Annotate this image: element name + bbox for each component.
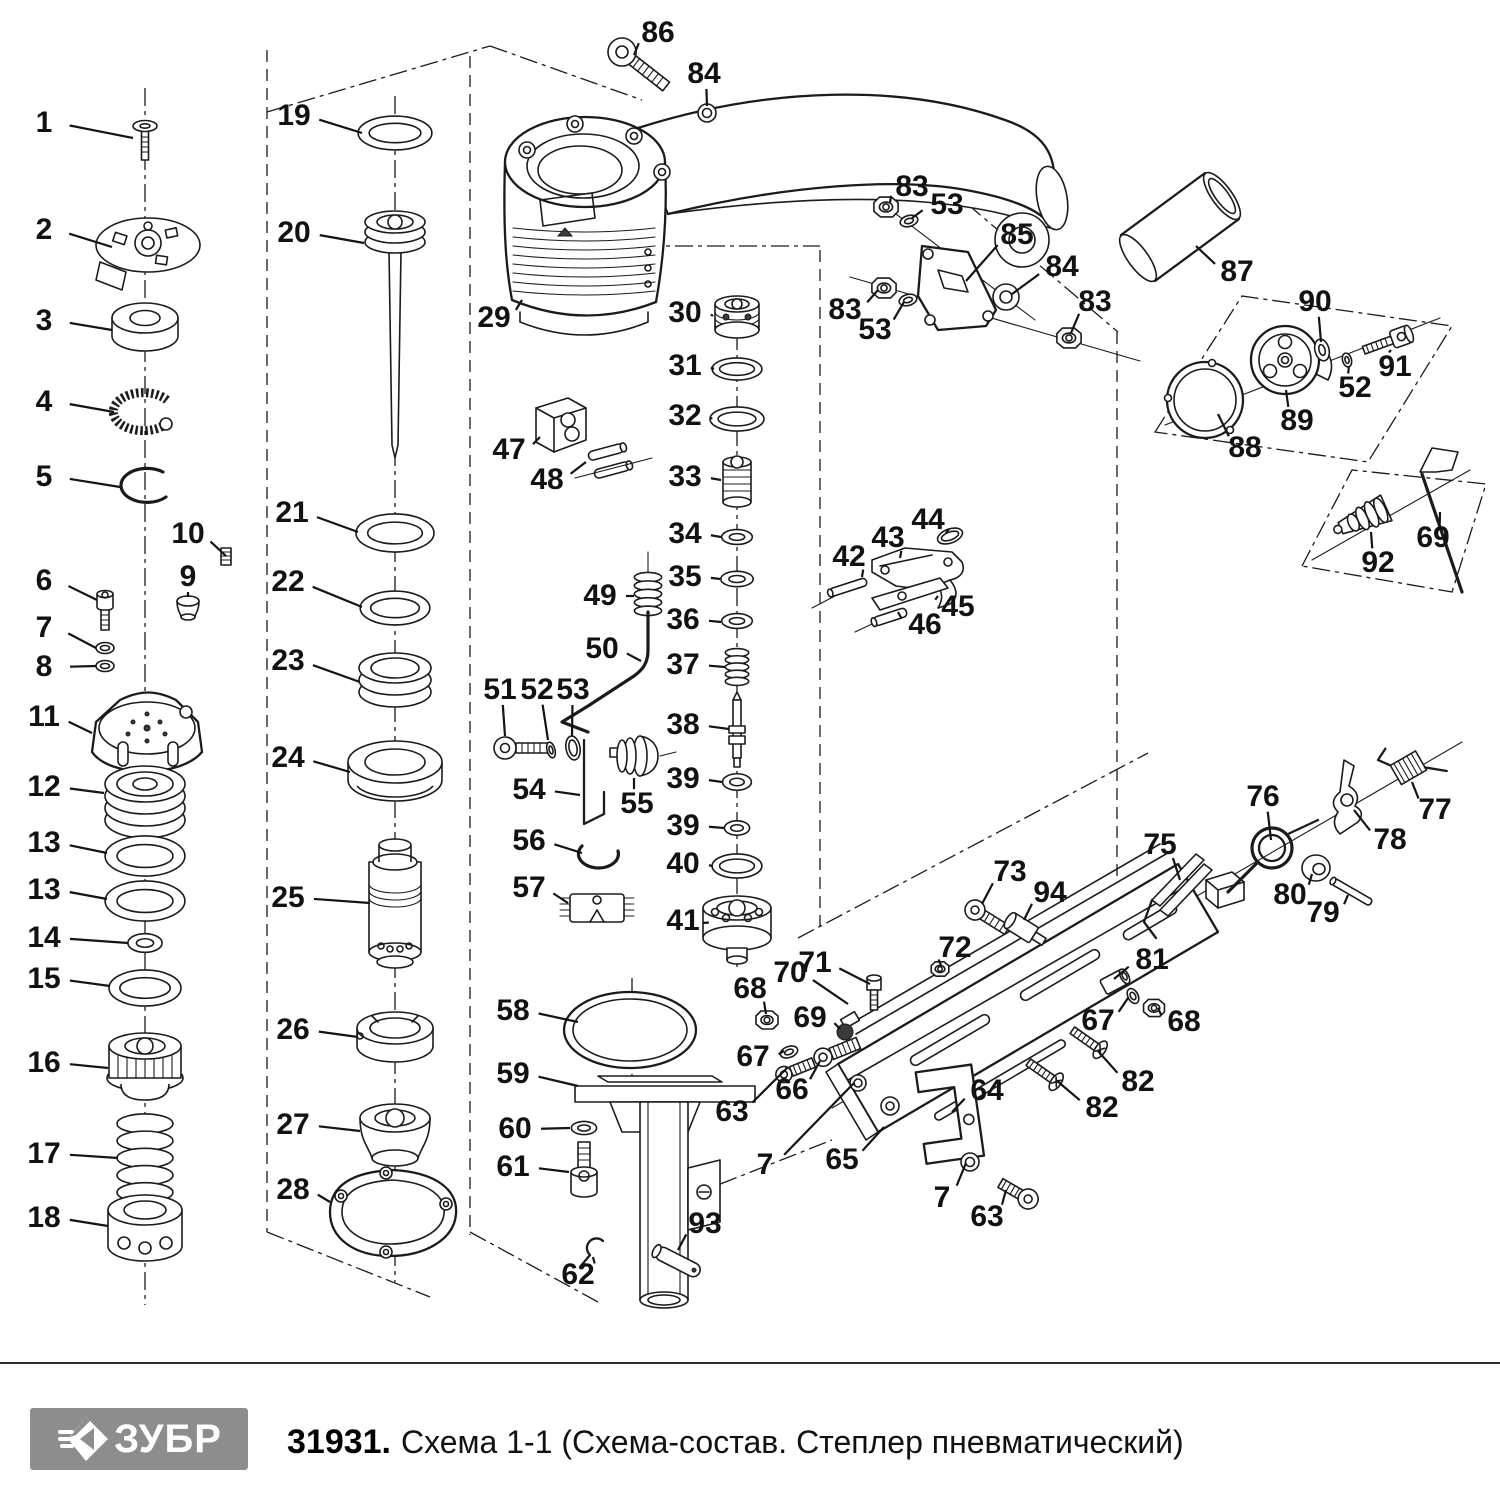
leader-line-10 [211,542,226,556]
part-label-1: 1 [35,106,53,139]
leader-line-8 [70,666,96,667]
leader-line-11 [69,722,92,733]
leader-line-67 [1119,998,1128,1012]
leader-line-76 [1268,812,1271,840]
leader-line-41 [703,922,709,923]
part-label-69: 69 [793,1001,827,1034]
leader-line-30 [711,315,713,316]
leader-line-82 [1098,1051,1117,1073]
part-label-68: 68 [1167,1005,1201,1038]
part-label-31: 31 [668,349,702,382]
part-label-13: 13 [27,873,61,906]
leader-line-15 [70,981,110,986]
part-label-83: 83 [1078,285,1112,318]
part-label-39: 39 [666,762,700,795]
leader-line-93 [678,1234,686,1250]
leader-line-47 [533,437,540,444]
part-label-89: 89 [1280,404,1314,437]
leader-line-80 [1309,874,1312,885]
part-label-93: 93 [688,1207,722,1240]
part-label-2: 2 [35,213,53,246]
leader-line-4 [70,404,114,412]
part-label-9: 9 [179,560,197,593]
part-label-57: 57 [512,871,546,904]
leader-line-12 [70,788,104,793]
leader-line-32 [711,418,712,419]
leader-line-39 [709,780,722,782]
part-label-54: 54 [512,773,546,806]
leader-line-39 [709,827,724,828]
part-label-63: 63 [715,1095,749,1128]
leader-line-27 [319,1126,360,1131]
leader-line-24 [313,761,350,772]
part-label-76: 76 [1246,780,1280,813]
leader-line-78 [1354,810,1370,830]
part-label-63: 63 [970,1200,1004,1233]
leader-line-6 [68,586,97,600]
leader-line-38 [709,726,729,729]
footer [0,1392,1500,1492]
part-label-37: 37 [666,648,700,681]
part-label-26: 26 [276,1013,310,1046]
leader-line-26 [319,1032,358,1037]
leader-line-31 [711,368,714,369]
part-label-7: 7 [35,611,53,644]
brand-logo [30,1408,248,1470]
part-label-45: 45 [941,590,975,623]
leader-line-66 [810,1061,820,1079]
leader-line-46 [898,612,902,618]
part-label-41: 41 [666,904,700,937]
leader-line-56 [554,844,582,853]
part-label-16: 16 [27,1046,61,1079]
part-label-72: 72 [938,931,972,964]
part-label-94: 94 [1033,876,1067,909]
part-label-90: 90 [1298,285,1332,318]
part-label-27: 27 [276,1108,310,1141]
leader-line-58 [539,1014,578,1022]
leader-line-82 [1056,1080,1080,1100]
leader-line-40 [709,865,712,866]
part-label-3: 3 [35,304,53,337]
part-label-67: 67 [1081,1004,1115,1037]
part-label-60: 60 [498,1112,532,1145]
part-label-53: 53 [858,313,892,346]
leader-line-44 [946,529,949,533]
part-label-84: 84 [1045,250,1079,283]
part-label-69: 69 [1416,521,1450,554]
part-label-59: 59 [496,1057,530,1090]
leader-line-61 [539,1168,569,1172]
part-label-12: 12 [27,770,61,803]
part-label-87: 87 [1220,255,1254,288]
part-label-25: 25 [271,881,305,914]
part-label-39: 39 [666,809,700,842]
leader-line-50 [627,653,641,661]
part-label-10: 10 [171,517,205,550]
part-label-32: 32 [668,399,702,432]
leader-line-54 [555,791,580,795]
part-label-52: 52 [520,673,554,706]
part-label-79: 79 [1306,896,1340,929]
leader-line-19 [319,120,362,133]
footer-divider [0,1362,1500,1364]
leader-line-28 [318,1195,330,1202]
part-label-84: 84 [687,57,721,90]
part-label-55: 55 [620,787,654,820]
diagram-caption [287,1392,1184,1492]
leader-line-22 [313,587,362,607]
part-label-47: 47 [492,433,526,466]
leader-line-65 [862,1127,884,1151]
part-label-77: 77 [1418,793,1452,826]
part-label-66: 66 [775,1073,809,1106]
leader-line-18 [70,1220,108,1226]
leader-line-5 [70,479,120,487]
leader-line-81 [1114,967,1129,979]
part-label-51: 51 [483,673,517,706]
leader-line-90 [1319,317,1321,342]
part-label-38: 38 [666,708,700,741]
part-label-83: 83 [895,170,929,203]
leader-line-35 [711,578,720,579]
part-label-28: 28 [276,1173,310,1206]
part-label-56: 56 [512,824,546,857]
leader-line-33 [711,478,721,480]
part-label-44: 44 [911,503,945,536]
part-label-17: 17 [27,1137,61,1170]
part-label-86: 86 [641,16,675,49]
part-label-42: 42 [832,540,866,573]
part-label-5: 5 [35,460,53,493]
leader-line-68 [1158,1008,1161,1015]
leader-line-23 [313,665,360,682]
part-label-73: 73 [993,855,1027,888]
leader-line-1 [70,125,133,138]
leader-line-59 [539,1077,578,1086]
part-label-85: 85 [1000,218,1034,251]
leader-line-53 [894,302,904,320]
part-label-67: 67 [736,1040,770,1073]
leader-line-73 [982,883,993,904]
part-label-88: 88 [1228,431,1262,464]
leader-line-20 [320,235,364,243]
leader-line-36 [709,621,721,622]
leader-line-94 [1024,904,1032,920]
leader-line-83 [867,290,878,302]
part-label-43: 43 [871,521,905,554]
part-label-62: 62 [561,1258,595,1291]
part-label-58: 58 [496,994,530,1027]
leader-line-57 [553,893,568,903]
leader-line-84 [706,89,707,106]
leader-line-48 [571,462,586,474]
leader-line-67 [779,1051,784,1054]
part-label-64: 64 [970,1074,1004,1107]
leader-line-21 [317,517,358,532]
part-label-14: 14 [27,921,61,954]
leader-line-64 [952,1099,965,1112]
part-label-13: 13 [27,826,61,859]
part-label-91: 91 [1378,350,1412,383]
leader-line-7 [957,1163,966,1186]
leader-line-86 [634,43,639,55]
part-label-46: 46 [908,608,942,641]
leader-line-84 [1012,274,1039,294]
part-label-82: 82 [1085,1091,1119,1124]
part-label-71: 71 [798,946,832,979]
part-label-7: 7 [756,1148,774,1181]
part-label-83: 83 [828,293,862,326]
part-label-15: 15 [27,962,61,995]
part-label-33: 33 [668,460,702,493]
part-label-18: 18 [27,1201,61,1234]
part-label-78: 78 [1373,823,1407,856]
leader-line-85 [966,245,998,281]
part-label-68: 68 [733,972,767,1005]
part-label-52: 52 [1338,371,1372,404]
part-label-70: 70 [773,956,807,989]
part-label-4: 4 [35,385,53,418]
leader-line-3 [70,323,112,330]
part-label-19: 19 [277,99,311,132]
part-label-65: 65 [825,1143,859,1176]
leader-line-53 [912,210,923,218]
leader-line-51 [503,705,505,736]
leader-line-29 [516,300,522,310]
part-label-30: 30 [668,296,702,329]
part-label-35: 35 [668,560,702,593]
part-label-80: 80 [1273,878,1307,911]
brand-name: ЗУБР [114,1417,222,1461]
part-label-34: 34 [668,517,702,550]
part-label-53: 53 [930,188,964,221]
part-label-92: 92 [1361,546,1395,579]
caption-title: Схема 1-1 (Схема-состав. Степлер пневматический) [401,1423,1184,1460]
caption-code: 31931. [287,1422,391,1461]
leader-line-37 [709,666,725,667]
part-label-22: 22 [271,565,305,598]
part-label-7: 7 [933,1181,951,1214]
leader-line-83 [890,196,891,203]
part-label-29: 29 [477,301,511,334]
leader-line-52 [543,705,548,740]
part-label-48: 48 [530,463,564,496]
leader-line-2 [69,234,112,247]
part-label-81: 81 [1135,943,1169,976]
part-label-75: 75 [1143,828,1177,861]
part-label-53: 53 [556,673,590,706]
part-label-20: 20 [277,216,311,249]
leader-line-25 [314,899,370,903]
part-label-61: 61 [496,1150,530,1183]
zubr-diamond-icon [56,1415,108,1463]
leader-line-13 [70,845,107,853]
leader-line-45 [935,596,938,600]
leader-line-79 [1344,895,1348,904]
part-label-11: 11 [28,700,60,733]
leader-line-87 [1196,246,1215,264]
part-label-50: 50 [585,632,619,665]
part-label-23: 23 [271,644,305,677]
part-label-49: 49 [583,579,617,612]
leader-line-7 [68,633,96,648]
leader-line-17 [70,1155,118,1158]
part-label-40: 40 [666,847,700,880]
leader-line-69 [834,1023,840,1029]
leader-line-34 [711,535,721,537]
part-label-6: 6 [35,564,53,597]
part-label-36: 36 [666,603,700,636]
part-label-24: 24 [271,741,305,774]
leader-line-88 [1218,414,1229,436]
leader-line-60 [541,1128,570,1129]
leader-line-13 [70,892,107,899]
leader-line-14 [70,939,128,943]
leader-line-16 [70,1064,108,1068]
part-label-8: 8 [35,650,53,683]
part-label-21: 21 [275,496,309,529]
leader-line-71 [839,968,870,984]
part-label-82: 82 [1121,1065,1155,1098]
